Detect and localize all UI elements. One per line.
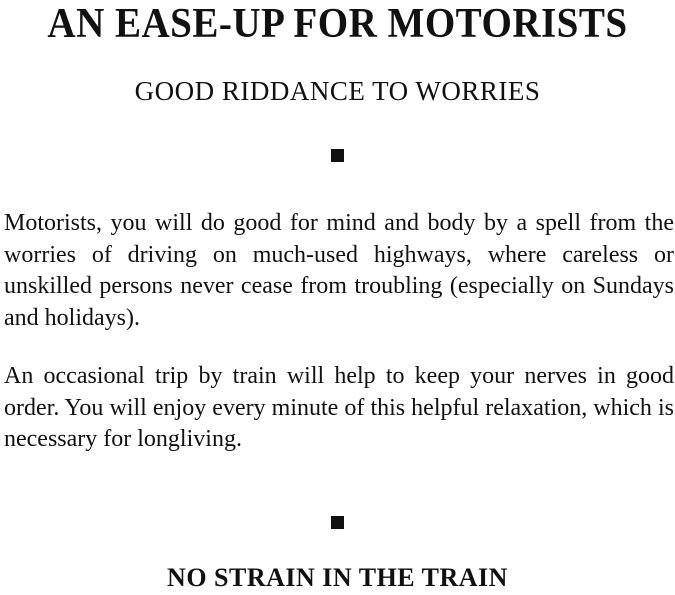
body-paragraph: Motorists, you will do good for mind and body by a spell from the worries of driving on much-used highways, where careless or unskilled persons never cease from troubling (especially on Sundays and holidays). <box>4 210 674 331</box>
headline: AN EASE-UP FOR MOTORISTS <box>47 1 628 47</box>
body-paragraph: An occasional trip by train will help to keep your nerves in good order. You will enjoy every minute of this helpful relaxation, which is necessary for longliving. <box>4 363 674 452</box>
section-heading: NO STRAIN IN THE TRAIN <box>167 563 508 592</box>
section-divider-square <box>331 516 344 529</box>
section-divider-square <box>331 149 344 162</box>
subheadline: GOOD RIDDANCE TO WORRIES <box>134 76 541 106</box>
